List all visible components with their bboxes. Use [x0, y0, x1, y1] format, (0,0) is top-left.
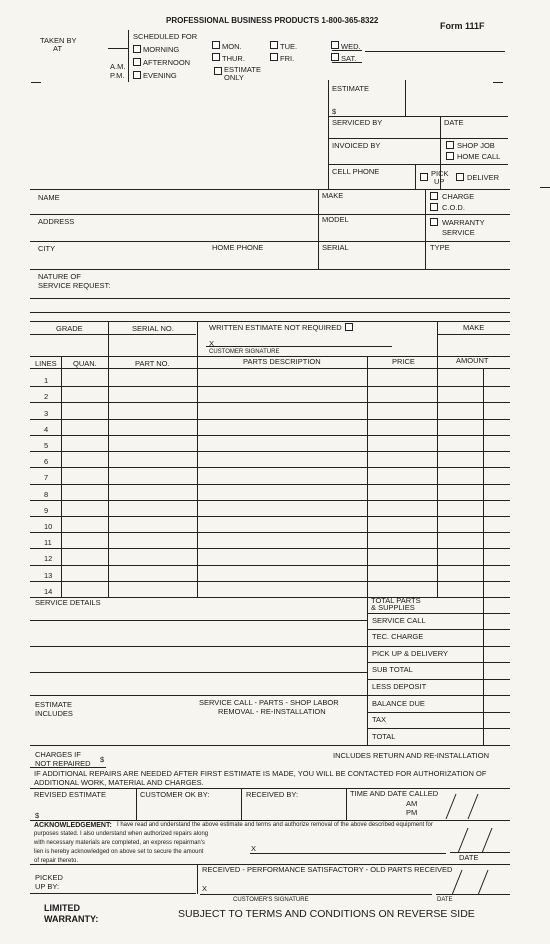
home-phone-label: HOME PHONE	[212, 243, 264, 252]
supplies-label: & SUPPLIES	[371, 603, 415, 612]
total-label: TOTAL	[372, 732, 396, 741]
company-header: PROFESSIONAL BUSINESS PRODUCTS 1-800-365-8322	[166, 16, 379, 25]
bottom-div-3	[346, 788, 347, 820]
cell-phone-label: CELL PHONE	[332, 167, 380, 176]
ack-date-slashes	[450, 826, 510, 854]
charges-if-label: CHARGES IF	[35, 750, 81, 759]
type-label: TYPE	[430, 243, 450, 252]
cod-label: C.O.D.	[442, 203, 465, 212]
line-number: 3	[44, 408, 49, 418]
pickup-delivery-label: PICK UP & DELIVERY	[372, 649, 449, 658]
final-customer-signature: CUSTOMER'S SIGNATURE	[233, 897, 309, 903]
parts-cols-header-bottom	[30, 368, 510, 369]
additional-line-1: IF ADDITIONAL REPAIRS ARE NEEDED AFTER FIRST ESTIMATE IS MADE, YOU WILL BE CONTACTED FOR AUTHORIZATION OF	[34, 769, 487, 778]
up-by-label: UP BY:	[35, 882, 60, 891]
customer-signature-label: CUSTOMER SIGNATURE	[209, 349, 280, 355]
totals-row-line	[367, 695, 510, 696]
line-number: 2	[44, 392, 49, 402]
cod-checkbox[interactable]	[430, 203, 438, 211]
customer-top-line	[30, 189, 510, 190]
written-estimate-label: WRITTEN ESTIMATE NOT REQUIRED	[209, 323, 342, 332]
parts-div-b	[197, 321, 198, 597]
mon-checkbox[interactable]	[212, 41, 220, 49]
charge-checkbox[interactable]	[430, 192, 438, 200]
name-label: NAME	[38, 193, 60, 202]
picked-label: PICKED	[35, 873, 63, 882]
line-number: 6	[44, 457, 49, 467]
picked-line	[30, 893, 196, 894]
table-row	[30, 565, 510, 566]
bottom-div-2	[241, 788, 242, 820]
pm-called: PM	[406, 808, 418, 817]
ack-x: X	[251, 844, 257, 853]
deliver-label: DELIVER	[467, 173, 500, 182]
bottom-div-1	[136, 788, 137, 820]
mon-label: MON.	[222, 42, 242, 51]
charges-dollar: $	[100, 755, 105, 764]
parts-div-make2	[437, 334, 438, 598]
cell-divider	[415, 164, 416, 189]
warranty-checkbox[interactable]	[430, 218, 438, 226]
charges-line	[30, 767, 106, 768]
line-number: 7	[44, 473, 49, 483]
final-signature-line	[200, 894, 432, 895]
totals-row-line	[367, 662, 510, 663]
top-rule-right	[365, 51, 505, 52]
estimate-left-line	[328, 80, 329, 190]
ack-line-4: lien is hereby acknowledged on above set to secure the amount	[34, 849, 204, 855]
estimate-right-line	[405, 80, 406, 116]
ack-line-5: of repair thereto.	[34, 858, 79, 864]
service-label: SERVICE	[442, 228, 475, 237]
home-call-label: HOME CALL	[457, 152, 501, 161]
line-number: 14	[44, 586, 53, 596]
am-called: AM	[406, 799, 418, 808]
ack-line-2: purposes stated. I also understand when authorized repairs along	[34, 831, 209, 837]
part-no-header: PART NO.	[135, 359, 170, 368]
includes-line-2: REMOVAL - RE-INSTALLATION	[218, 707, 326, 716]
less-deposit-label: LESS DEPOSIT	[372, 682, 427, 691]
estimate-label: ESTIMATE	[332, 84, 369, 93]
estimate-only-label: ESTIMATE	[224, 65, 261, 74]
table-row	[30, 435, 510, 436]
morning-checkbox[interactable]	[133, 45, 141, 53]
line-number: 4	[44, 424, 49, 434]
make-col-label: MAKE	[463, 323, 485, 332]
estimate-only-label-2: ONLY	[224, 73, 244, 82]
service-details-line	[30, 695, 367, 696]
grade-underline	[30, 334, 196, 335]
service-details-line	[30, 620, 367, 621]
am-label: A.M.	[110, 62, 126, 71]
serial-label: SERIAL	[322, 243, 349, 252]
table-row	[30, 402, 510, 403]
at-label: AT	[53, 44, 63, 53]
sat-checkbox[interactable]	[331, 53, 339, 61]
ack-line-1: I have read and understand the above estimate and terms and authorize removal of the above described equipment for	[117, 822, 433, 828]
additional-line-2: ADDITIONAL WORK, MATERIAL AND CHARGES.	[34, 778, 204, 787]
table-row	[30, 451, 510, 452]
written-estimate-checkbox[interactable]	[345, 323, 353, 331]
totals-row-line	[367, 646, 510, 647]
shop-job-checkbox[interactable]	[446, 141, 454, 149]
revised-estimate-label: REVISED ESTIMATE	[34, 790, 106, 799]
service-details-label: SERVICE DETAILS	[35, 598, 101, 607]
quan-header: QUAN.	[73, 359, 97, 368]
parts-div-amount-cents	[483, 368, 484, 746]
invoiced-by-label: INVOICED BY	[332, 141, 381, 150]
taken-by-line	[108, 48, 128, 49]
form-number: Form 111F	[440, 21, 485, 31]
sat-underline	[332, 62, 362, 63]
home-call-checkbox[interactable]	[446, 152, 454, 160]
includes-label: INCLUDES	[35, 709, 73, 718]
pm-label: P.M.	[110, 71, 125, 80]
fri-checkbox[interactable]	[270, 53, 278, 61]
final-date-line	[436, 894, 510, 895]
schedule-divider	[128, 30, 129, 82]
total-parts-label: TOTAL PARTS	[371, 596, 421, 605]
request-line-2	[30, 312, 510, 313]
name-bottom	[30, 214, 510, 215]
city-label: CITY	[38, 244, 56, 253]
wed-checkbox[interactable]	[331, 41, 339, 49]
sub-total-label: SUB TOTAL	[372, 665, 413, 674]
customer-ok-label: CUSTOMER OK BY:	[140, 790, 210, 799]
parts-div-lines	[61, 356, 62, 598]
serviced-bottom	[328, 138, 508, 139]
fri-label: FRI.	[280, 54, 295, 63]
received-by-label: RECEIVED BY:	[246, 790, 299, 799]
afternoon-label: AFTERNOON	[143, 58, 191, 67]
estimate-includes-label: ESTIMATE	[35, 700, 72, 709]
tue-label: TUE.	[280, 42, 298, 51]
ack-title: ACKNOWLEDGEMENT:	[34, 822, 112, 829]
table-row	[30, 516, 510, 517]
totals-row-line	[367, 712, 510, 713]
date-label: DATE	[444, 118, 464, 127]
address-bottom	[30, 241, 510, 242]
afternoon-checkbox[interactable]	[133, 58, 141, 66]
parts-div-make	[437, 321, 438, 335]
evening-checkbox[interactable]	[133, 71, 141, 79]
tax-label: TAX	[372, 715, 387, 724]
request-line-1	[30, 298, 510, 299]
warranty-label-bottom: WARRANTY:	[44, 914, 99, 924]
table-row	[30, 581, 510, 582]
lines-header: LINES	[35, 359, 57, 368]
customer-right-divider	[425, 189, 426, 269]
date-slashes	[430, 792, 500, 820]
morning-label: MORNING	[143, 45, 180, 54]
final-x: X	[202, 884, 208, 893]
limited-label: LIMITED	[44, 903, 80, 913]
thur-label: THUR.	[222, 54, 245, 63]
time-date-called-label: TIME AND DATE CALLED	[350, 789, 439, 798]
final-date-slashes	[436, 868, 506, 896]
picked-divider	[197, 864, 198, 894]
table-row	[30, 548, 510, 549]
totals-bottom	[30, 745, 510, 746]
signature-line	[206, 346, 392, 347]
city-bottom	[30, 269, 510, 270]
pick-label: PICK	[431, 169, 449, 178]
estimate-only-checkbox[interactable]	[214, 67, 222, 75]
ack-date-label: DATE	[459, 853, 479, 862]
estimate-bottom	[328, 116, 508, 117]
serviced-by-label: SERVICED BY	[332, 118, 383, 127]
final-date-label: DATE	[437, 897, 453, 903]
grade-label: GRADE	[56, 324, 83, 333]
tick-left	[31, 82, 41, 83]
subject-to-terms: SUBJECT TO TERMS AND CONDITIONS ON REVERSE SIDE	[178, 908, 475, 920]
nature-of-label: NATURE OF	[38, 272, 81, 281]
service-details-line	[30, 646, 367, 647]
line-number: 12	[44, 554, 53, 564]
line-number: 9	[44, 505, 49, 515]
wed-label: WED.	[341, 42, 361, 51]
invoiced-bottom	[328, 164, 508, 165]
parts-div-a	[108, 321, 109, 597]
sat-label: SAT.	[341, 54, 357, 63]
description-header: PARTS DESCRIPTION	[243, 357, 321, 366]
not-repaired-label: NOT REPAIRED	[35, 759, 91, 768]
revised-bottom	[30, 820, 510, 821]
line-number: 10	[44, 522, 53, 532]
price-header: PRICE	[392, 357, 415, 366]
parts-table-bottom	[30, 597, 510, 598]
address-label: ADDRESS	[38, 217, 75, 226]
table-row	[30, 386, 510, 387]
make-label: MAKE	[322, 191, 344, 200]
table-row	[30, 484, 510, 485]
line-number: 8	[44, 489, 49, 499]
deliver-checkbox[interactable]	[456, 173, 464, 181]
charge-label: CHARGE	[442, 192, 475, 201]
estimate-dollar: $	[332, 107, 337, 116]
revised-dollar: $	[35, 811, 40, 820]
ack-line-3: with necessary materials are completed, an express repairman's	[34, 840, 205, 846]
includes-return-label: INCLUDES RETURN AND RE-INSTALLATION	[333, 751, 489, 760]
warranty-label: WARRANTY	[442, 218, 485, 227]
serial-no-label: SERIAL NO.	[132, 324, 174, 333]
includes-line-1: SERVICE CALL - PARTS - SHOP LABOR	[199, 698, 339, 707]
additional-bottom	[30, 788, 510, 789]
line-number: 11	[44, 538, 52, 548]
service-details-line	[30, 672, 367, 673]
model-label: MODEL	[322, 215, 349, 224]
service-request-label: SERVICE REQUEST:	[38, 281, 111, 290]
totals-row-line	[367, 613, 510, 614]
parts-div-price	[367, 356, 368, 746]
service-call-label: SERVICE CALL	[372, 616, 426, 625]
received-performance-label: RECEIVED - PERFORMANCE SATISFACTORY - OLD PARTS RECEIVED	[202, 865, 453, 874]
parts-head-top	[30, 321, 510, 322]
shop-job-label: SHOP JOB	[457, 141, 495, 150]
up-label: UP	[434, 177, 445, 186]
table-row	[30, 532, 510, 533]
pickup-checkbox[interactable]	[420, 173, 428, 181]
totals-row-line	[367, 728, 510, 729]
table-row	[30, 419, 510, 420]
tue-checkbox[interactable]	[270, 41, 278, 49]
tec-charge-label: TEC. CHARGE	[372, 632, 424, 641]
table-row	[30, 500, 510, 501]
wed-underline	[332, 50, 362, 51]
customer-mid-divider	[318, 189, 319, 269]
line-number: 13	[44, 570, 53, 580]
totals-row-line	[367, 629, 510, 630]
ack-signature-line	[250, 853, 446, 854]
line-number: 5	[44, 440, 49, 450]
evening-label: EVENING	[143, 71, 177, 80]
tick-right-top	[493, 82, 503, 83]
totals-row-line	[367, 679, 510, 680]
taken-by-label: TAKEN BY	[40, 36, 77, 45]
make-underline	[437, 334, 510, 335]
table-row	[30, 467, 510, 468]
thur-checkbox[interactable]	[212, 53, 220, 61]
amount-header: AMOUNT	[456, 356, 489, 365]
ack-date-line	[450, 852, 510, 853]
signature-x: X	[209, 339, 215, 348]
line-number: 1	[44, 376, 49, 386]
scheduled-for-label: SCHEDULED FOR	[133, 32, 198, 41]
tick-right	[540, 187, 550, 188]
balance-due-label: BALANCE DUE	[372, 699, 425, 708]
